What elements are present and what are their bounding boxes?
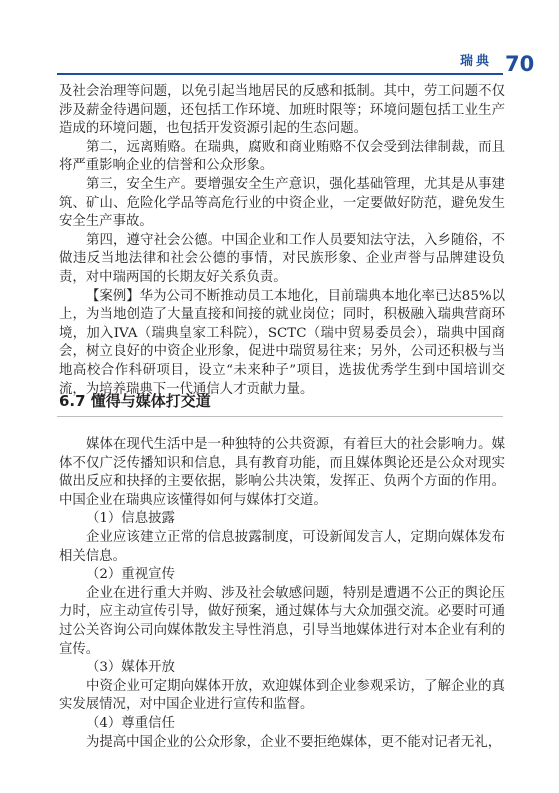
section-heading-rule (57, 416, 503, 417)
paragraph-publicity: 企业在进行重大并购、涉及社会敏感问题，特别是遭遇不公正的舆论压力时，应主动宣传引导，做好预案，通过媒体与大众加强交流。必要时可通过公关咨询公司向媒体散发主导性消息，引导当地媒体进行对本企业有利的宣传。 (59, 585, 505, 657)
subheading-media-open: （3）媒体开放 (86, 660, 175, 676)
paragraph-bribery: 第二，远离贿赂。在瑞典，腐败和商业贿赂不仅会受到法律制裁，而且将严重影响企业的信誉和公众形象。 (59, 139, 505, 174)
header-rule (57, 73, 503, 75)
section-a-body (59, 83, 505, 399)
paragraph-social-ethics: 第四，遵守社会公德。中国企业和工作人员要知法守法，入乡随俗，不做违反当地法律和社会公德的事情，对民族形象、企业声誉与品牌建设负责，对中瑞两国的长期友好关系负责。 (59, 232, 505, 285)
paragraph-continuation: 及社会治理等问题，以免引起当地居民的反感和抵制。其中，劳工问题不仅涉及薪金待遇问题，还包括工作环境、加班时限等；环境问题包括工业生产造成的环境问题，也包括开发资源引起的生态问题。 (59, 84, 505, 137)
page-number: 70 (505, 52, 535, 76)
section-heading: 6.7 懂得与媒体打交道 (59, 392, 211, 410)
paragraph-case-huawei: 【案例】华为公司不断推动员工本地化，目前瑞典本地化率已达85%以上，为当地创造了大量直接和间接的就业岗位；同时，积极融入瑞典营商环境，加入IVA（瑞典皇家工科院），SCTC（瑞中贸易委员会），瑞典中国商会，树立良好的中资企业形象，促进中瑞贸易往来；另外，公司还积极与当地高校合作科研项目，设立“未来种子”项目，选拔优秀学生到中国培训交流，为培养瑞典下一代通信人才贡献力量。 (59, 288, 505, 397)
paragraph-media-open: 中资企业可定期向媒体开放，欢迎媒体到企业参观采访，了解企业的真实发展情况，对中国企业进行宣传和监督。 (59, 678, 505, 713)
section-b-body (59, 436, 505, 752)
paragraph-safety: 第三，安全生产。要增强安全生产意识，强化基础管理，尤其是从事建筑、矿山、危险化学品等高危行业的中资企业，一定要做好防范，避免发生安全生产事故。 (59, 176, 505, 230)
paragraph-info-disclosure: 企业应该建立正常的信息披露制度，可设新闻发言人，定期向媒体发布相关信息。 (59, 529, 505, 564)
subheading-respect-trust: （4）尊重信任 (86, 715, 175, 731)
subheading-publicity: （2）重视宣传 (86, 567, 175, 583)
paragraph-respect-trust: 为提高中国企业的公众形象，企业不要拒绝媒体，更不能对记者无礼， (86, 734, 502, 750)
paragraph-media-intro: 媒体在现代生活中是一种独特的公共资源，有着巨大的社会影响力。媒体不仅广泛传播知识和信息，具有教育功能，而且媒体舆论还是公众对现实做出反应和抉择的主要依据，影响公共决策，发挥正、负两个方面的作用。中国企业在瑞典应该懂得如何与媒体打交道。 (59, 437, 505, 508)
subheading-info-disclosure: （1）信息披露 (86, 511, 175, 527)
running-header-title: 瑞典 (460, 54, 493, 69)
